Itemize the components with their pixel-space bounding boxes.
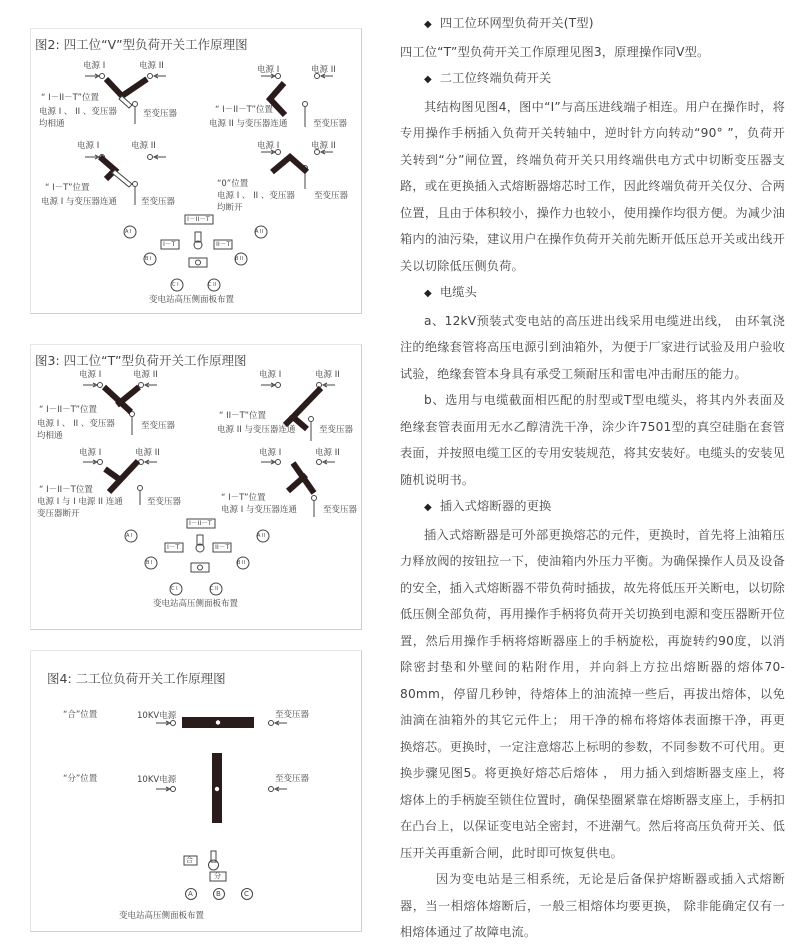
source-2-label: 电源 II [131,141,156,151]
panel-bushing-c1: C I [172,282,179,288]
transformer-label: 至变压器 [143,109,178,119]
diamond-bullet-icon: ◆ [424,19,432,30]
source-1-label: 电源 I [259,370,282,380]
position-label: “ I－II－T”位置 [215,105,274,115]
panel-bushing-a: A [188,890,193,898]
position-desc: 电源 I 与变压器连通 [41,197,117,207]
figure-4-panel [30,650,362,932]
panel-right-switch: II－T [216,240,231,248]
panel-left-switch: I－T [167,543,180,551]
source-2-label: 电源 II [133,370,158,380]
transformer-label: 至变压器 [314,191,349,201]
diamond-bullet-icon: ◆ [424,502,432,513]
diamond-bullet-icon: ◆ [424,288,432,299]
source-2-label: 电源 II [315,448,340,458]
position-label: “ I－II－T”位置 [39,405,98,415]
source-2-label: 电源 II [139,61,164,71]
panel-top-switch: I－II－T [189,519,212,527]
figure-3-panel [30,344,362,630]
figure-2-panel [30,28,362,314]
figure-3-title: 图3: 四工位“T”型负荷开关工作原理图 [35,353,247,368]
source-2-label: 电源 II [311,65,336,75]
panel-bushing-b2: B II [235,256,243,262]
position-desc: 电源 II 与变压器连通 [217,425,296,435]
panel-bushing-b1: B I [146,560,153,566]
source-2-label: 电源 II [315,370,340,380]
position-desc: 电源 I 、 II 、变压器 [37,419,115,429]
position-label: “ I－II－T位置 [39,485,93,495]
panel-right-switch: II－T [215,543,230,551]
figure-4-diagram [31,651,361,931]
position-desc: 均相通 [37,431,63,441]
heading-text: 电缆头 [439,285,478,299]
panel-bushing-a1: A I [125,229,132,235]
source-label: 10KV电源 [137,775,177,785]
section-heading [400,279,785,308]
closed-position-label: “合”位置 [63,710,98,720]
panel-layout-diagram [31,29,361,313]
position-label: “ I－T”位置 [45,183,90,193]
paragraph: b、选用与电缆截面相匹配的肘型或T型电缆头，将其内外表面及绝缘套管表面用无水乙醇清洗干净，涂少许7501型的真空硅脂在套管表面，并按照电缆工区的专用安装规范，将其安装好。电缆头的安装见随机说明书。 [400,393,785,487]
panel-top-switch: I－II－T [187,215,210,223]
source-1-label: 电源 I [259,448,282,458]
panel-layout-diagram [31,345,361,629]
panel-bushing-b2: B II [237,560,245,566]
position-desc: 均相通 [39,119,65,129]
source-2-label: 电源 II [135,448,160,458]
text-column [400,10,785,946]
source-1-label: 电源 I [79,448,102,458]
position-label: “ II－T”位置 [219,411,267,421]
transformer-label: 至变压器 [275,774,310,784]
position-desc: 电源 I 、 II 、变压器 [217,191,295,201]
panel-bushing-c2: C II [210,586,219,592]
panel-caption: 变电站高压侧面板布置 [119,911,205,921]
paragraph: 因为变电站是三相系统，无论是后备保护熔断器或插入式熔断器，当一相熔体熔断后，一般三相熔体均要更换， 除非能确定仅有一相熔体通过了故障电流。 [400,872,785,939]
panel-bushing-c2: C II [208,282,217,288]
panel-close-indicator: 合 [186,856,193,864]
position-desc: 均断开 [217,203,243,213]
heading-text: 四工位环网型负荷开关(T型) [439,16,594,30]
source-1-label: 电源 I [83,61,106,71]
transformer-label: 至变压器 [275,710,310,720]
diamond-bullet-icon: ◆ [424,74,432,85]
panel-caption: 变电站高压侧面板布置 [149,295,235,305]
position-label: “ I－II－T”位置 [41,93,100,103]
figure-2-title: 图2: 四工位“V”型负荷开关工作原理图 [35,37,248,52]
transformer-label: 至变压器 [313,119,348,129]
heading-text: 二工位终端负荷开关 [439,71,552,85]
paragraph: a、12kV预装式变电站的高压进出线采用电缆进出线， 由环氧浇注的绝缘套管将高压电源引到油箱外，为便于厂家进行试验及用户验收试验，绝缘套管本身具有承受工频耐压和雷电冲击耐压的能力。 [400,313,785,381]
panel-bushing-b1: B I [145,256,152,262]
transformer-label: 至变压器 [141,421,176,431]
position-desc: 电源 I 与 I 电源 II 连通 [37,497,123,507]
position-desc: 电源 II 与变压器连通 [209,119,288,129]
transformer-label: 至变压器 [323,505,358,515]
position-desc: 变压器断开 [37,509,80,519]
paragraph: 插入式熔断器是可外部更换熔芯的元件，更换时，首先将上油箱压力释放阀的按钮拉一下，使油箱内外压力平衡。为确保操作人员及设备的安全，插入式熔断器不带负荷时插拔，故先将低压开关断电，以切除低压侧全部负荷，再用操作手柄将负荷开关切换到电源和变压器断开位置，然后用操作手柄将熔断器座上的手柄旋松，再旋转约90度，以消除密封垫和外壁间的粘附作用，并向斜上方拉出熔断器的熔体70-80mm，停留几秒钟，待熔体上的油流掉一些后，再拔出熔体，以免油滴在油箱外的其它元件上； 用干净的棉布将熔体表面擦干净，再更换熔芯。更换时，一定注意熔芯上标明的参数，不同参数不可代用。更换步骤见图5。将更换好熔芯后熔体 ， 用力插入到熔断器支座上，将熔体上的手柄旋至锁住位置时，确保垫圈紧靠在熔断器支座上，手柄扣在凸台上，以保证变电站全密封，不进潮气。然后将高压负荷开关、低压开关再重新合闸，此时即可恢复供电。 [400,527,785,860]
source-label: 10KV电源 [137,711,177,721]
panel-bushing-a2: A II [255,229,263,235]
paragraph: 四工位“T”型负荷开关工作原理见图3，原理操作同V型。 [400,44,710,59]
source-1-label: 电源 I [77,141,100,151]
section-heading [400,493,785,522]
panel-bushing-b: B [216,890,221,898]
position-label: “ I－T”位置 [221,493,266,503]
position-desc: 电源 I 与变压器连通 [221,505,297,515]
source-2-label: 电源 II [311,141,336,151]
position-label: “0”位置 [217,179,249,189]
source-1-label: 电源 I [257,65,280,75]
paragraph: 其结构图见图4，图中“I”与高压进线端子相连。用户在操作时，将专用操作手柄插入负荷开关转轴中，逆时针方向转动“90° ”，负荷开关转到“分”闸位置，终端负荷开关只用终端供电方式中切断变压器支路，或在更换插入式熔断器熔芯时工作，因此终端负荷开关仅分、合两位置，且由于体积较小，操作力也较小，使用操作均很方便。为减少油箱内的油污染，建议用户在操作负荷开关前先断开低压总开关或出线开关以切除低压侧负荷。 [400,99,785,273]
source-1-label: 电源 I [79,370,102,380]
panel-caption: 变电站高压侧面板布置 [153,599,239,609]
source-1-label: 电源 I [257,141,280,151]
heading-text: 插入式熔断器的更换 [439,499,552,513]
panel-bushing-a2: A II [257,533,265,539]
transformer-label: 至变压器 [147,497,182,507]
position-desc: 电源 I 、 II 、变压器 [39,107,117,117]
section-heading [400,65,785,94]
section-heading [400,10,785,39]
panel-bushing-c: C [244,890,249,898]
figure-4-title: 图4: 二工位负荷开关工作原理图 [47,671,226,686]
transformer-label: 至变压器 [141,197,176,207]
panel-bushing-a1: A I [126,533,133,539]
transformer-label: 至变压器 [319,425,354,435]
panel-bushing-c1: C I [171,586,178,592]
open-position-label: “分”位置 [63,774,98,784]
panel-left-switch: I－T [163,240,176,248]
panel-open-indicator: 分 [214,872,221,880]
